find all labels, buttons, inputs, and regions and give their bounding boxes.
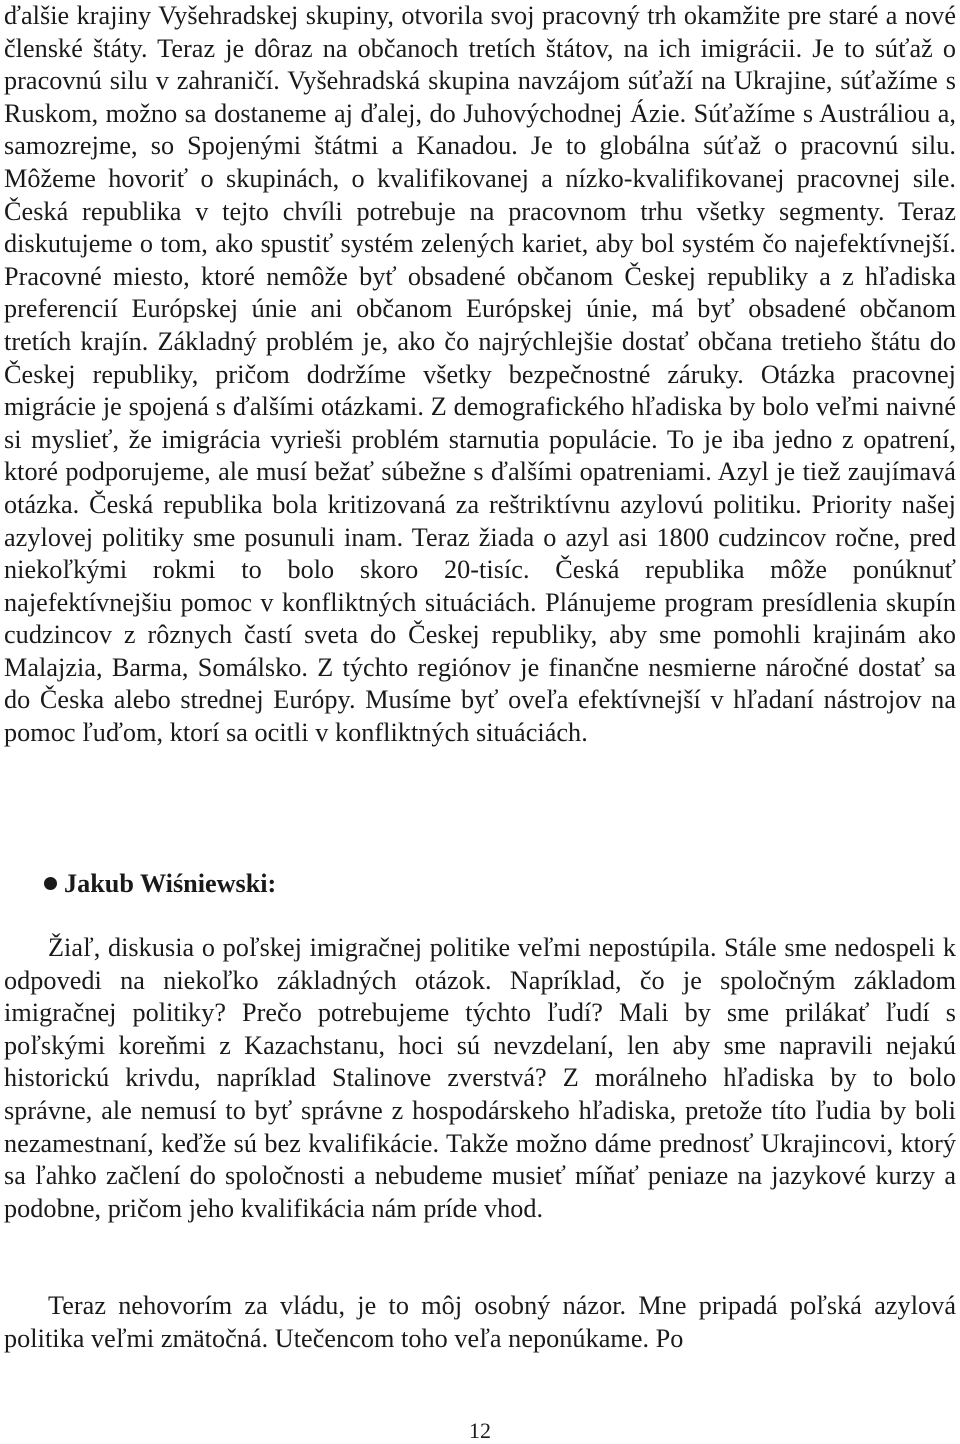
document-page — [4, 0, 956, 1353]
speaker-name: Jakub Wiśniewski: — [64, 869, 277, 898]
speaker-heading — [44, 868, 276, 901]
bullet-icon — [44, 877, 57, 890]
body-paragraph-2: Žiaľ, diskusia o poľskej imigračnej politike veľmi nepostúpila. Stále sme nedospeli k odpovedi na niekoľko základných otázok. Napríklad, čo je spoločným základom imigračnej politiky? Prečo potrebujeme týchto ľudí? Mali by sme prilákať ľudí s poľskými koreňmi z Kazachstanu, hoci sú nevzdelaní, len aby sme napravili nejakú historickú krivdu, napríklad Stalinove zverstvá? Z morálneho hľadiska by to bolo správne, ale nemusí to byť správne z hospodárskeho hľadiska, pretože títo ľudia by boli nezamestnaní, keďže sú bez kvalifikácie. Takže možno dáme prednosť Ukrajincovi, ktorý sa ľahko začlení do spoločnosti a nebudeme musieť míňať peniaze na jazykové kurzy a podobne, pričom jeho kvalifikácia nám príde vhod. — [4, 933, 956, 1223]
body-paragraph-3: Teraz nehovorím za vládu, je to môj osobný názor. Mne pripadá poľská azylová politika veľmi zmätočná. Utečencom toho veľa neponúkame. Po — [4, 1291, 956, 1353]
page-number: 12 — [469, 1418, 491, 1443]
body-paragraph-1: ďalšie krajiny Vyšehradskej skupiny, otvorila svoj pracovný trh okamžite pre staré a nové členské štáty. Teraz je dôraz na občanoch tretích štátov, na ich imigrácii. Je to súťaž o pracovnú silu v zahraničí. Vyšehradská skupina navzájom súťaží na Ukrajine, súťažíme s Ruskom, možno sa dostaneme aj ďalej, do Juhovýchodnej Ázie. Súťažíme s Austráliou a, samozrejme, so Spojenými štátmi a Kanadou. Je to globálna súťaž o pracovnú silu. Môžeme hovoriť o skupinách, o kvalifikovanej a nízko-kvalifikovanej pracovnej sile. Česká republika v tejto chvíli potrebuje na pracovnom trhu všetky segmenty. Teraz diskutujeme o tom, ako spustiť systém zelených kariet, aby bol systém čo najefektívnejší. Pracovné miesto, ktoré nemôže byť obsadené občanom Českej republiky a z hľadiska preferencií Európskej únie ani občanom Európskej únie, má byť obsadené občanom tretích krajín. Základný problém je, ako čo najrýchlejšie dostať občana tretieho štátu do Českej republiky, pričom dodržíme všetky bezpečnostné záruky. Otázka pracovnej migrácie je spojená s ďalšími otázkami. Z demografického hľadiska by bolo veľmi naivné si myslieť, že imigrácia vyrieši problém starnutia populácie. To je iba jedno z opatrení, ktoré podporujeme, ale musí bežať súbežne s ďalšími opatreniami. Azyl je tiež zaujímavá otázka. Česká republika bola kritizovaná za reštriktívnu azylovú politiku. Priority našej azylovej politiky sme posunuli inam. Teraz žiada o azyl asi 1800 cudzincov ročne, pred niekoľkými rokmi to bolo skoro 20-tisíc. Česká republika môže ponúknuť najefektívnejšiu pomoc v konfliktných situáciách. Plánujeme program presídlenia skupín cudzincov z rôznych častí sveta do Českej republiky, aby sme pomohli krajinám ako Malajzia, Barma, Somálsko. Z týchto regiónov je finančne nesmierne náročné dostať sa do Česka alebo strednej Európy. Musíme byť oveľa efektívnejší v hľadaní nástrojov na pomoc ľuďom, ktorí sa ocitli v konfliktných situáciách. — [4, 1, 956, 748]
